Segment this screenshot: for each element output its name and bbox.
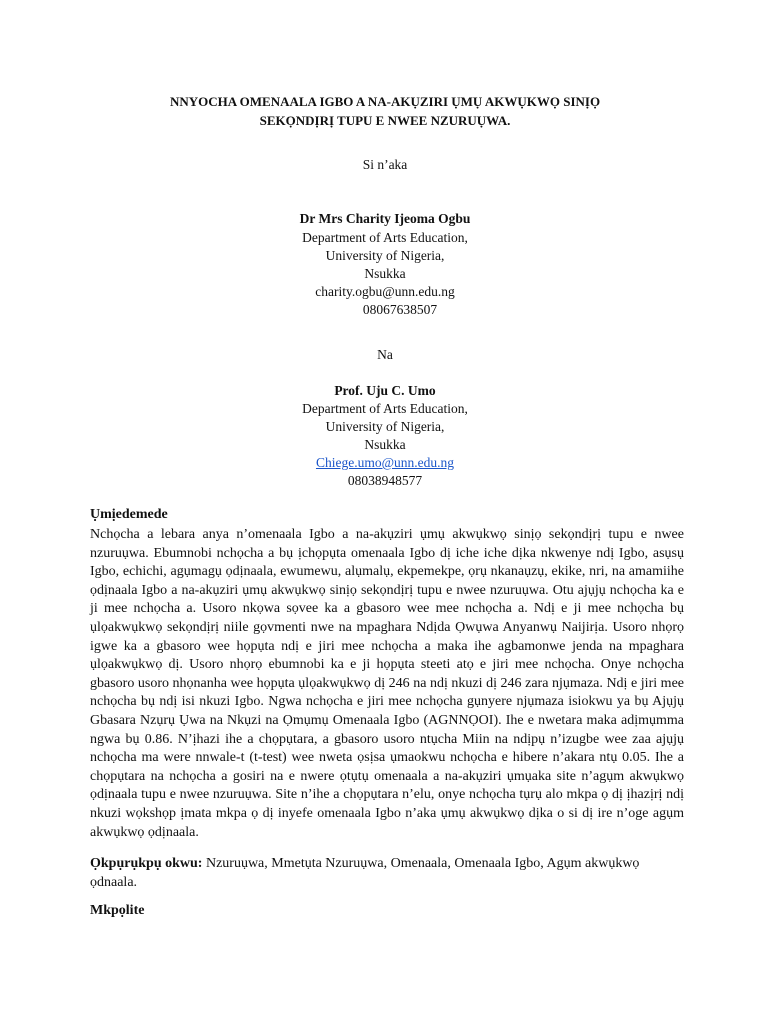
and-line: Na <box>377 347 393 362</box>
title-line-1: NNYOCHA OMENAALA IGBO A NA-AKỤZIRI ỤMỤ AKWỤKWỌ SINỊỌ <box>169 94 601 109</box>
by-line: Si n’aka <box>362 157 408 172</box>
abstract-body: Nchọcha a lebara anya n’omenaala Igbo a na-akụziri ụmụ akwụkwọ sinịọ sekọndịrị tupu e nwee nzuruụwa. Ebumnobi nchọcha a bụ ịchọpụta omenaala Igbo dị iche iche dịka nkwenye ndị Igbo, asụsụ Igbo, echichi, agụmagụ ọdịnaala, ewumewu, alụmalụ, ekpemekpe, ọrụ nkanaụzụ, ekike, nri, na amamiihe ọdịnaala Igbo a na-akụziri ụmụ akwụkwọ sinịọ sekọndịrị tupu e nwee nzuruụwa. Otu ajụjụ nchọcha ka e ji mee nchọcha a. Usoro nkọwa sọvee ka a gbasoro wee mee nchọcha a. Ndị e ji mee nchọcha bụ ụlọakwụkwọ sekọndịrị niile gọvmenti nwe na mpaghara Ndịda Ọwụwa Anyanwụ Naijirịa. Usoro nhọrọ igwe ka a gbasoro wee họpụta ndị e jiri mee nchọcha a maka ihe agbamonwe jenda na mpaghara ụlọakwụkwọ dị. Usoro nhọrọ ebumnobi ka e ji họpụta steeti atọ e jiri mee nchọcha. Onye nchọcha gbasoro usoro nhọnanha wee họpụta ụlọakwụkwọ dị 246 na ndị nkuzi dị 246 zara njụmaza. Ndị e jiri mee nchọcha bụ ndị isi nkuzi Igbo. Ngwa nchọcha e jiri mee nchọcha gụnyere njụmaza isiokwu ya bụ Ajụjụ Gbasara Nzụrụ Ụwa na Nkụzi na Ọmụmụ Omenaala Igbo (AGNNỌOI). Ihe e nwetara maka adịmụmma ngwa bụ 0.86. N’ịhazi ihe a chọpụtara, a gbasoro usoro ntụcha Miin na ndịpụ n’izugbe wee zaa ajụjụ nchọcha ma were nnwale-t (t-test) wee nweta ọsịsa ụmaokwu nchọcha e hibere n’akara ntụ 0.05. Ihe a chọpụtara na nchọcha a gosiri na e nwere ọtụtụ omenaala a na-akụziri ụmụaka site n’agụm akwụkwọ ọdịnaala tupu e nwee nzuruụwa. Site n’ihe a chọpụtara n’elu, onye nchọcha tụrụ alo mkpa ọ dị ịhazịrị ndị nkuzi wọkshọp ịmata mkpa ọ dị inyefe omenaala Igbo n’aka ụmụ akwụkwọ dịka o si dị ire n’oge agụm akwụkwọ ọdịnaala. <box>90 527 684 840</box>
author1-email[interactable]: charity.ogbu@unn.edu.ng <box>315 284 455 299</box>
author1-name: Dr Mrs Charity Ijeoma Ogbu <box>299 211 471 226</box>
author2-email-link[interactable]: Chiege.umo@unn.edu.ng <box>315 455 455 470</box>
author2-name: Prof. Uju C. Umo <box>334 383 436 398</box>
section-heading-introduction: Mkpọlite <box>90 903 145 918</box>
abstract-heading: Ụmịedemede <box>90 507 168 522</box>
author2-city: Nsukka <box>364 437 406 452</box>
keywords-paragraph <box>90 855 684 892</box>
author2-phone: 08038948577 <box>347 473 423 488</box>
title-line-2: SEKỌNDỊRỊ TUPU E NWEE NZURUỤWA. <box>259 113 511 128</box>
keywords-label: Ọkpụrụkpụ okwu: <box>90 856 203 871</box>
author1-dept: Department of Arts Education, <box>302 230 468 245</box>
author1-univ: University of Nigeria, <box>325 248 445 263</box>
author2-email-wrap <box>90 454 680 472</box>
author1-city: Nsukka <box>364 266 406 281</box>
author2-dept: Department of Arts Education, <box>302 401 468 416</box>
keywords-list: Nzuruụwa, Mmetụta Nzuruụwa, Omenaala, Omenaala Igbo, Agụm akwụkwọ ọdnaala. <box>90 856 640 890</box>
paper-title <box>90 92 680 130</box>
author2-univ: University of Nigeria, <box>325 419 445 434</box>
author1-phone: 08067638507 <box>362 302 438 317</box>
